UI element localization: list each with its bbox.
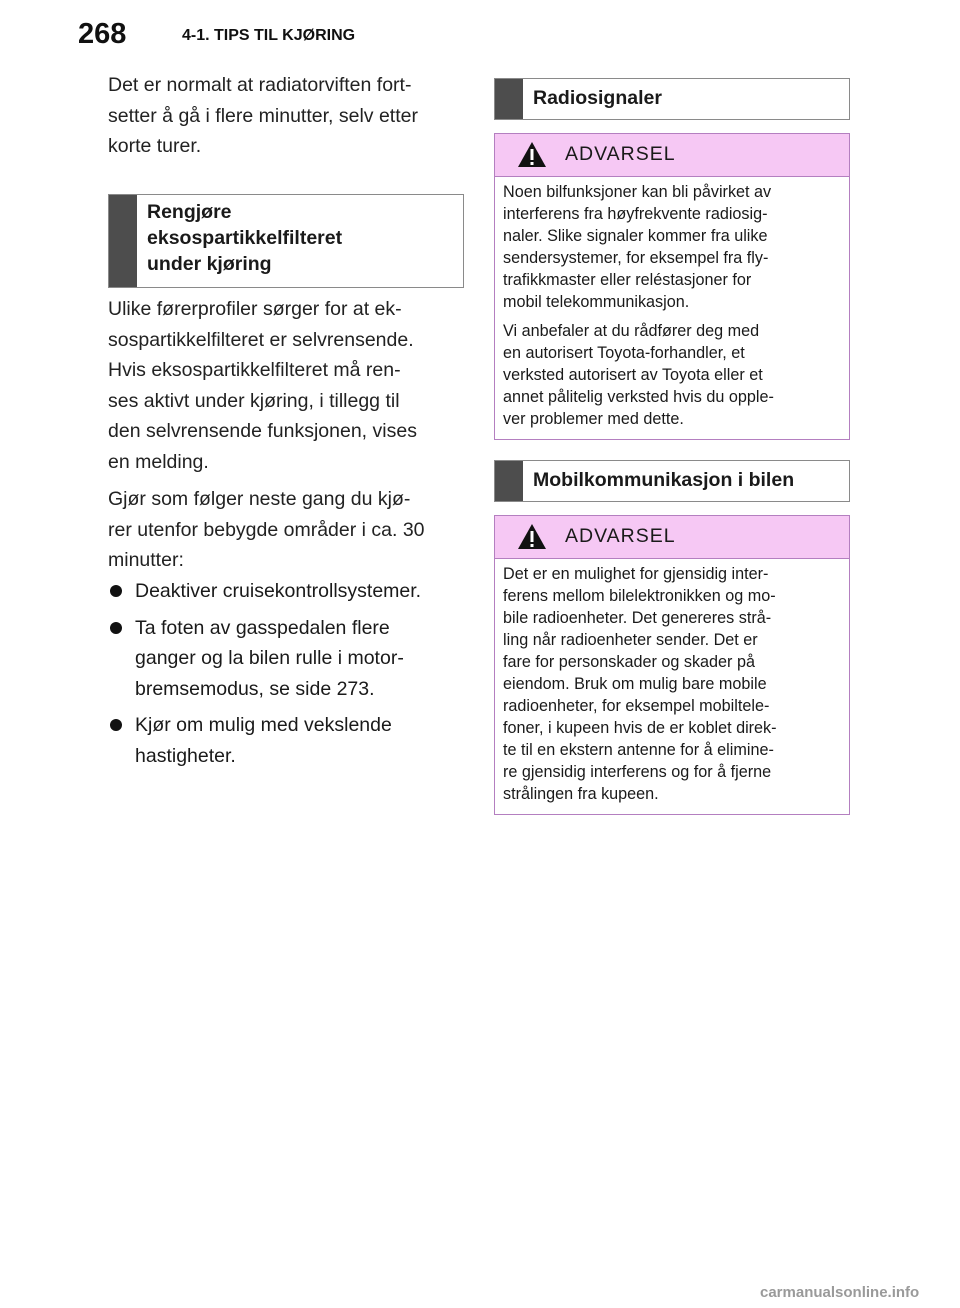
- warning-paragraph: [503, 320, 839, 430]
- section-title: Radiosignaler: [533, 87, 662, 109]
- section-heading-radio: [494, 78, 850, 120]
- warning-box-mobile: [494, 515, 850, 815]
- text-line: trafikkmaster eller reléstasjoner for: [503, 271, 752, 289]
- text-line: bremsemodus, se side 273.: [135, 677, 375, 700]
- intro-paragraph: [108, 70, 468, 162]
- text-line: radioenheter, for eksempel mobiltele-: [503, 697, 770, 715]
- page-header: [0, 0, 960, 78]
- warning-title: ADVARSEL: [565, 143, 676, 165]
- bullet-icon: [110, 719, 122, 731]
- text-line: Ulike førerprofiler sørger for at ek-: [108, 298, 402, 320]
- section-heading-dpf: [108, 194, 464, 288]
- instruction-list: [108, 576, 468, 777]
- dpf-paragraph: [108, 294, 468, 477]
- text-line: naler. Slike signaler kommer fra ulike: [503, 227, 768, 245]
- text-line: bile radioenheter. Det genereres strå-: [503, 609, 772, 627]
- warning-body: [495, 177, 849, 447]
- watermark-link[interactable]: carmanualsonline.info: [760, 1284, 920, 1301]
- list-item: [108, 613, 468, 705]
- text-line: fare for personskader og skader på: [503, 653, 755, 671]
- warning-triangle-icon: [517, 523, 547, 550]
- section-title: Mobilkommunikasjon i bilen: [533, 469, 795, 491]
- warning-paragraph: [503, 563, 839, 805]
- text-line: Kjør om mulig med vekslende: [135, 714, 392, 736]
- text-line: verksted autorisert av Toyota eller et: [503, 366, 763, 384]
- text-line: eiendom. Bruk om mulig bare mobile: [503, 675, 767, 693]
- text-line: ses aktivt under kjøring, i tillegg til: [108, 389, 400, 412]
- text-line: ganger og la bilen rulle i motor-: [135, 647, 404, 669]
- title-line: under kjøring: [147, 253, 272, 275]
- warning-title: ADVARSEL: [565, 525, 676, 547]
- text-line: rer utenfor bebygde områder i ca. 30: [108, 518, 425, 541]
- text-line: en autorisert Toyota-forhandler, et: [503, 344, 745, 362]
- text-line: minutter:: [108, 549, 184, 571]
- title-line: Rengjøre: [147, 201, 232, 223]
- text-line: foner, i kupeen hvis de er koblet direk-: [503, 719, 777, 737]
- bullet-icon: [110, 585, 122, 597]
- text-line: Deaktiver cruisekontrollsystemer.: [135, 580, 422, 602]
- warning-paragraph: [503, 181, 839, 313]
- list-item: [108, 710, 468, 771]
- text-line: te til en ekstern antenne for å elimine-: [503, 741, 774, 759]
- page-number: 268: [78, 18, 127, 50]
- text-line: sospartikkelfilteret er selvrensende.: [108, 328, 414, 351]
- text-line: Vi anbefaler at du rådfører deg med: [503, 322, 760, 340]
- text-line: setter å gå i flere minutter, selv etter: [108, 104, 418, 127]
- text-line: strålingen fra kupeen.: [503, 785, 659, 803]
- text-line: ling når radioenheter sender. Det er: [503, 631, 758, 649]
- warning-body: [495, 559, 849, 822]
- warning-header: [495, 134, 849, 177]
- warning-header: [495, 516, 849, 559]
- text-line: ver problemer med dette.: [503, 410, 684, 428]
- section-bar: [495, 461, 523, 501]
- text-line: Hvis eksospartikkelfilteret må ren-: [108, 359, 401, 381]
- warning-triangle-icon: [517, 141, 547, 168]
- text-line: ferens mellom bilelektronikken og mo-: [503, 587, 776, 605]
- text-line: interferens fra høyfrekvente radiosig-: [503, 205, 768, 223]
- text-line: Ta foten av gasspedalen flere: [135, 616, 390, 639]
- text-line: hastigheter.: [135, 744, 236, 767]
- section-title: [137, 195, 352, 287]
- text-line: Gjør som følger neste gang du kjø-: [108, 488, 411, 510]
- text-line: Noen bilfunksjoner kan bli påvirket av: [503, 183, 772, 201]
- chapter-title: 4-1. TIPS TIL KJØRING: [182, 27, 356, 44]
- title-line: eksospartikkelfilteret: [147, 227, 343, 249]
- text-line: Det er en mulighet for gjensidig inter-: [503, 565, 769, 583]
- section-bar: [495, 79, 523, 119]
- warning-box-radio: [494, 133, 850, 440]
- text-line: en melding.: [108, 450, 209, 473]
- text-line: Det er normalt at radiatorviften fort-: [108, 74, 412, 96]
- section-bar: [109, 195, 137, 287]
- instruction-paragraph: [108, 484, 468, 576]
- text-line: mobil telekommunikasjon.: [503, 293, 690, 311]
- text-line: re gjensidig interferens og for å fjerne: [503, 763, 772, 781]
- text-line: annet pålitelig verksted hvis du opple-: [503, 388, 774, 406]
- section-heading-mobile: [494, 460, 850, 502]
- text-line: sendersystemer, for eksempel fra fly-: [503, 249, 769, 267]
- text-line: den selvrensende funksjonen, vises: [108, 420, 417, 442]
- text-line: korte turer.: [108, 135, 202, 157]
- bullet-icon: [110, 622, 122, 634]
- list-item: [108, 576, 468, 607]
